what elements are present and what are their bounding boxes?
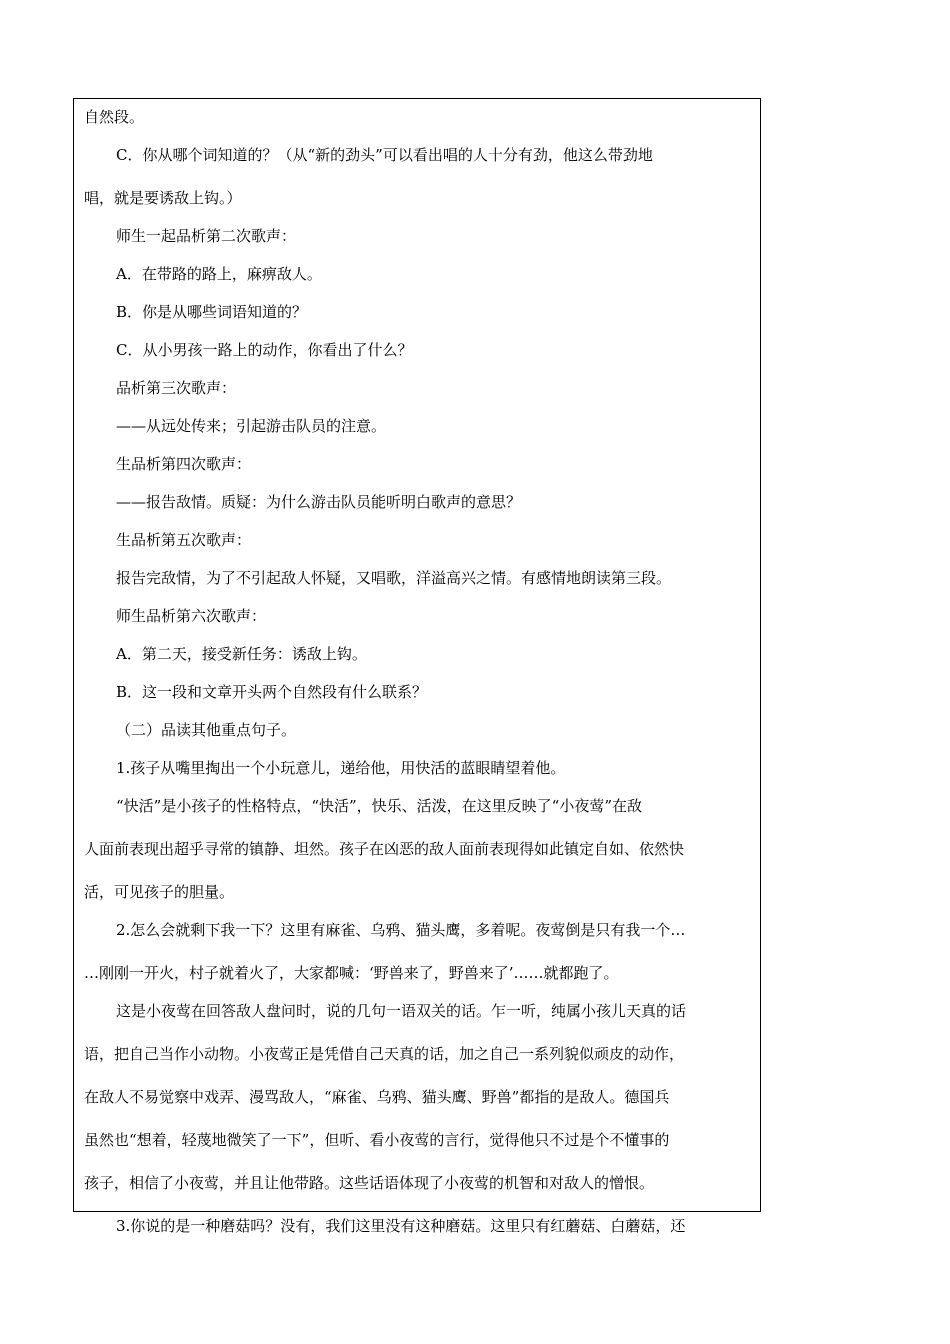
text-line: B．你是从哪些词语知道的？ (116, 303, 308, 321)
text-line: 虽然也“想着，轻蔑地微笑了一下”，但听、看小夜莺的言行，觉得他只不过是个不懂事的 (84, 1131, 670, 1149)
text-line: ——报告敌情。质疑：为什么游击队员能听明白歌声的意思？ (116, 493, 522, 511)
text-line: “快活”是小孩子的性格特点，“快活”，快乐、活泼，在这里反映了“小夜莺”在敌 (116, 797, 643, 815)
text-line: 品析第三次歌声： (116, 379, 237, 397)
text-line: B．这一段和文章开头两个自然段有什么联系？ (116, 683, 428, 701)
text-line: 报告完敌情，为了不引起敌人怀疑，又唱歌，洋溢高兴之情。有感情地朗读第三段。 (116, 569, 672, 587)
text-line: （二）品读其他重点句子。 (116, 721, 297, 739)
text-line: 生品析第四次歌声： (116, 455, 252, 473)
text-line: 唱，就是要诱敌上钩。） (84, 189, 242, 207)
text-line: …刚刚一开火，村子就着火了，大家都喊：‘野兽来了，野兽来了’……就都跑了。 (84, 964, 619, 982)
text-line: 活，可见孩子的胆量。 (84, 883, 235, 901)
text-line: ——从远处传来；引起游击队员的注意。 (116, 417, 387, 435)
text-line: A．在带路的路上，麻痹敌人。 (116, 265, 322, 283)
text-line: 语，把自己当作小动物。小夜莺正是凭借自己天真的话，加之自己一系列貌似顽皮的动作， (84, 1045, 685, 1063)
text-line: 1.孩子从嘴里掏出一个小玩意儿，递给他，用快活的蓝眼睛望着他。 (116, 759, 566, 777)
text-line: 自然段。 (84, 108, 145, 126)
text-line: 3.你说的是一种磨菇吗？没有，我们这里没有这种磨菇。这里只有红蘑菇、白蘑菇，还 (116, 1217, 686, 1235)
text-line: 这是小夜莺在回答敌人盘问时，说的几句一语双关的话。乍一听，纯属小孩儿天真的话 (116, 1002, 687, 1020)
text-line: 2.怎么会就剩下我一下？这里有麻雀、乌鸦、猫头鹰，多着呢。夜莺倒是只有我一个… (116, 921, 686, 939)
text-line: 生品析第五次歌声： (116, 531, 252, 549)
text-line: A．第二天，接受新任务：诱敌上钩。 (116, 645, 367, 663)
text-line: 师生品析第六次歌声： (116, 607, 267, 625)
text-line: C．你从哪个词知道的？（从“新的劲头”可以看出唱的人十分有劲，他这么带劲地 (116, 146, 653, 164)
text-line: 孩子，相信了小夜莺，并且让他带路。这些话语体现了小夜莺的机智和对敌人的憎恨。 (84, 1174, 655, 1192)
text-line: 人面前表现出超乎寻常的镇静、坦然。孩子在凶恶的敌人面前表现得如此镇定自如、依然快 (84, 840, 685, 858)
text-line: C．从小男孩一路上的动作，你看出了什么？ (116, 341, 413, 359)
text-line: 在敌人不易觉察中戏弄、漫骂敌人，“麻雀、乌鸦、猫头鹰、野兽”都指的是敌人。德国兵 (84, 1088, 670, 1106)
text-line: 师生一起品析第二次歌声： (116, 227, 297, 245)
document-frame (73, 98, 761, 1235)
document-body (84, 102, 750, 1241)
